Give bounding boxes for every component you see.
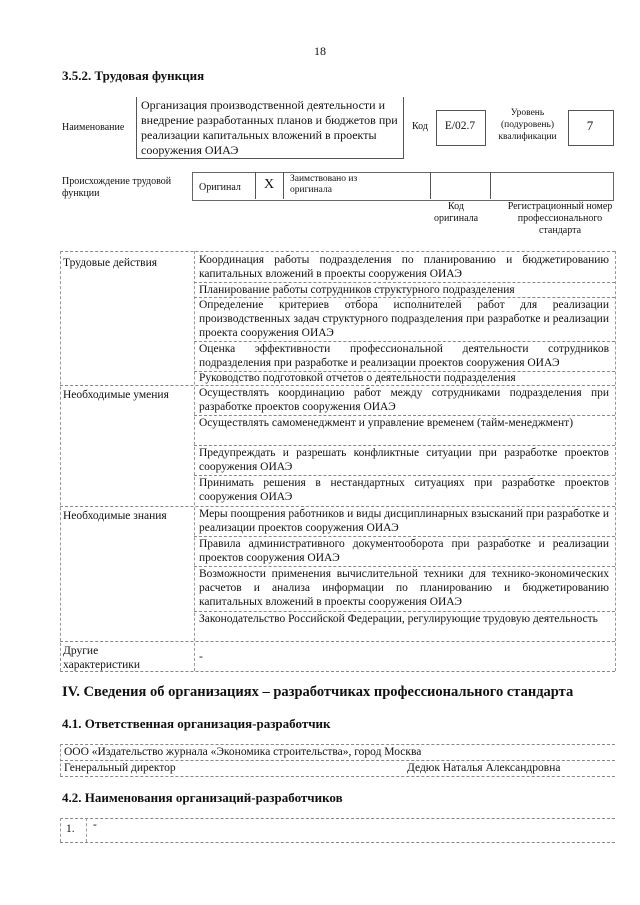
labor-action-4: Оценка эффективности профессиональной деятельности сотрудников подразделения при разработке и реализации проектов сооружения ОИАЭ: [199, 343, 609, 369]
section-iv-title: IV. Сведения об организациях – разработчиках профессионального стандарта: [62, 684, 574, 700]
knowledge-2: Правила административного документооборота при разработке и реализации проектов сооружения ОИАЭ: [199, 538, 609, 564]
other-characteristics-value: -: [199, 651, 203, 663]
labor-action-5: Руководство подготовкой отчетов о деятельности подразделения: [199, 372, 516, 384]
code-value: E/02.7: [444, 120, 476, 132]
labor-action-3: Определение критериев отбора исполнителей работ для реализации производственных задач структурного подразделения при разработке и реализации проекта сооружения ОИАЭ: [199, 299, 609, 339]
labor-action-1: Координация работы подразделения по планированию и бюджетированию капитальных вложений в проекты сооружения ОИАЭ: [199, 254, 609, 280]
group-label-skills: Необходимые умения: [63, 389, 169, 401]
level-label: Уровень (подуровень) квалификации: [498, 108, 557, 142]
labor-action-2: Планирование работы сотрудников структурного подразделения: [199, 284, 515, 296]
original-label: Оригинал: [199, 182, 241, 193]
org-name: ООО «Издательство журнала «Экономика строительства», город Москва: [64, 746, 422, 758]
knowledge-1: Меры поощрения работников и виды дисциплинарных взысканий при разработке и реализации проектов сооружения ОИАЭ: [199, 508, 609, 534]
developer-number: 1.: [66, 823, 75, 835]
org-position: Генеральный директор: [64, 762, 176, 774]
original-mark: X: [263, 177, 275, 192]
name-label: Наименование: [62, 122, 125, 133]
subsection-41-title: 4.1. Ответственная организация-разработчик: [62, 716, 331, 731]
origin-code-label: Код оригинала: [433, 201, 479, 224]
group-label-knowledge: Необходимые знания: [63, 510, 167, 522]
knowledge-4: Законодательство Российской Федерации, регулирующие трудовую деятельность: [199, 613, 598, 625]
level-value: 7: [586, 118, 594, 133]
reg-number-label: Регистрационный номер профессионального стандарта: [507, 201, 613, 236]
code-label: Код: [412, 121, 428, 132]
section-title-352: 3.5.2. Трудовая функция: [62, 68, 205, 83]
knowledge-3: Возможности применения вычислительной техники для технико-экономических расчетов и анализа информации по планированию и бюджетированию капитальных вложений в проекты сооружения ОИАЭ: [199, 568, 609, 608]
skill-3: Предупреждать и разрешать конфликтные ситуации при разработке проектов сооружения ОИАЭ: [199, 447, 609, 473]
group-label-actions: Трудовые действия: [63, 257, 158, 269]
group-label-other: Другие характеристики: [63, 645, 141, 671]
skill-4: Принимать решения в нестандартных ситуациях при разработке проектов сооружения ОИАЭ: [199, 477, 609, 503]
subsection-42-title: 4.2. Наименования организаций-разработчиков: [62, 790, 343, 805]
page-number: 18: [314, 44, 326, 58]
origin-label: Происхождение трудовой функции: [62, 176, 172, 199]
developer-name: -: [93, 819, 97, 831]
skill-1: Осуществлять координацию работ между сотрудниками подразделения при разработке проектов сооружения ОИАЭ: [199, 387, 609, 413]
skill-2: Осуществлять самоменеджмент и управление временем (тайм-менеджмент): [199, 417, 574, 429]
org-person: Дедюк Наталья Александровна: [407, 762, 561, 774]
borrowed-label: Заимствовано из оригинала: [290, 174, 358, 195]
function-name: Организация производственной деятельности и внедрение разработанных планов и бюджетов при реализации капитальных вложений в проекты сооружения ОИАЭ: [141, 98, 398, 157]
